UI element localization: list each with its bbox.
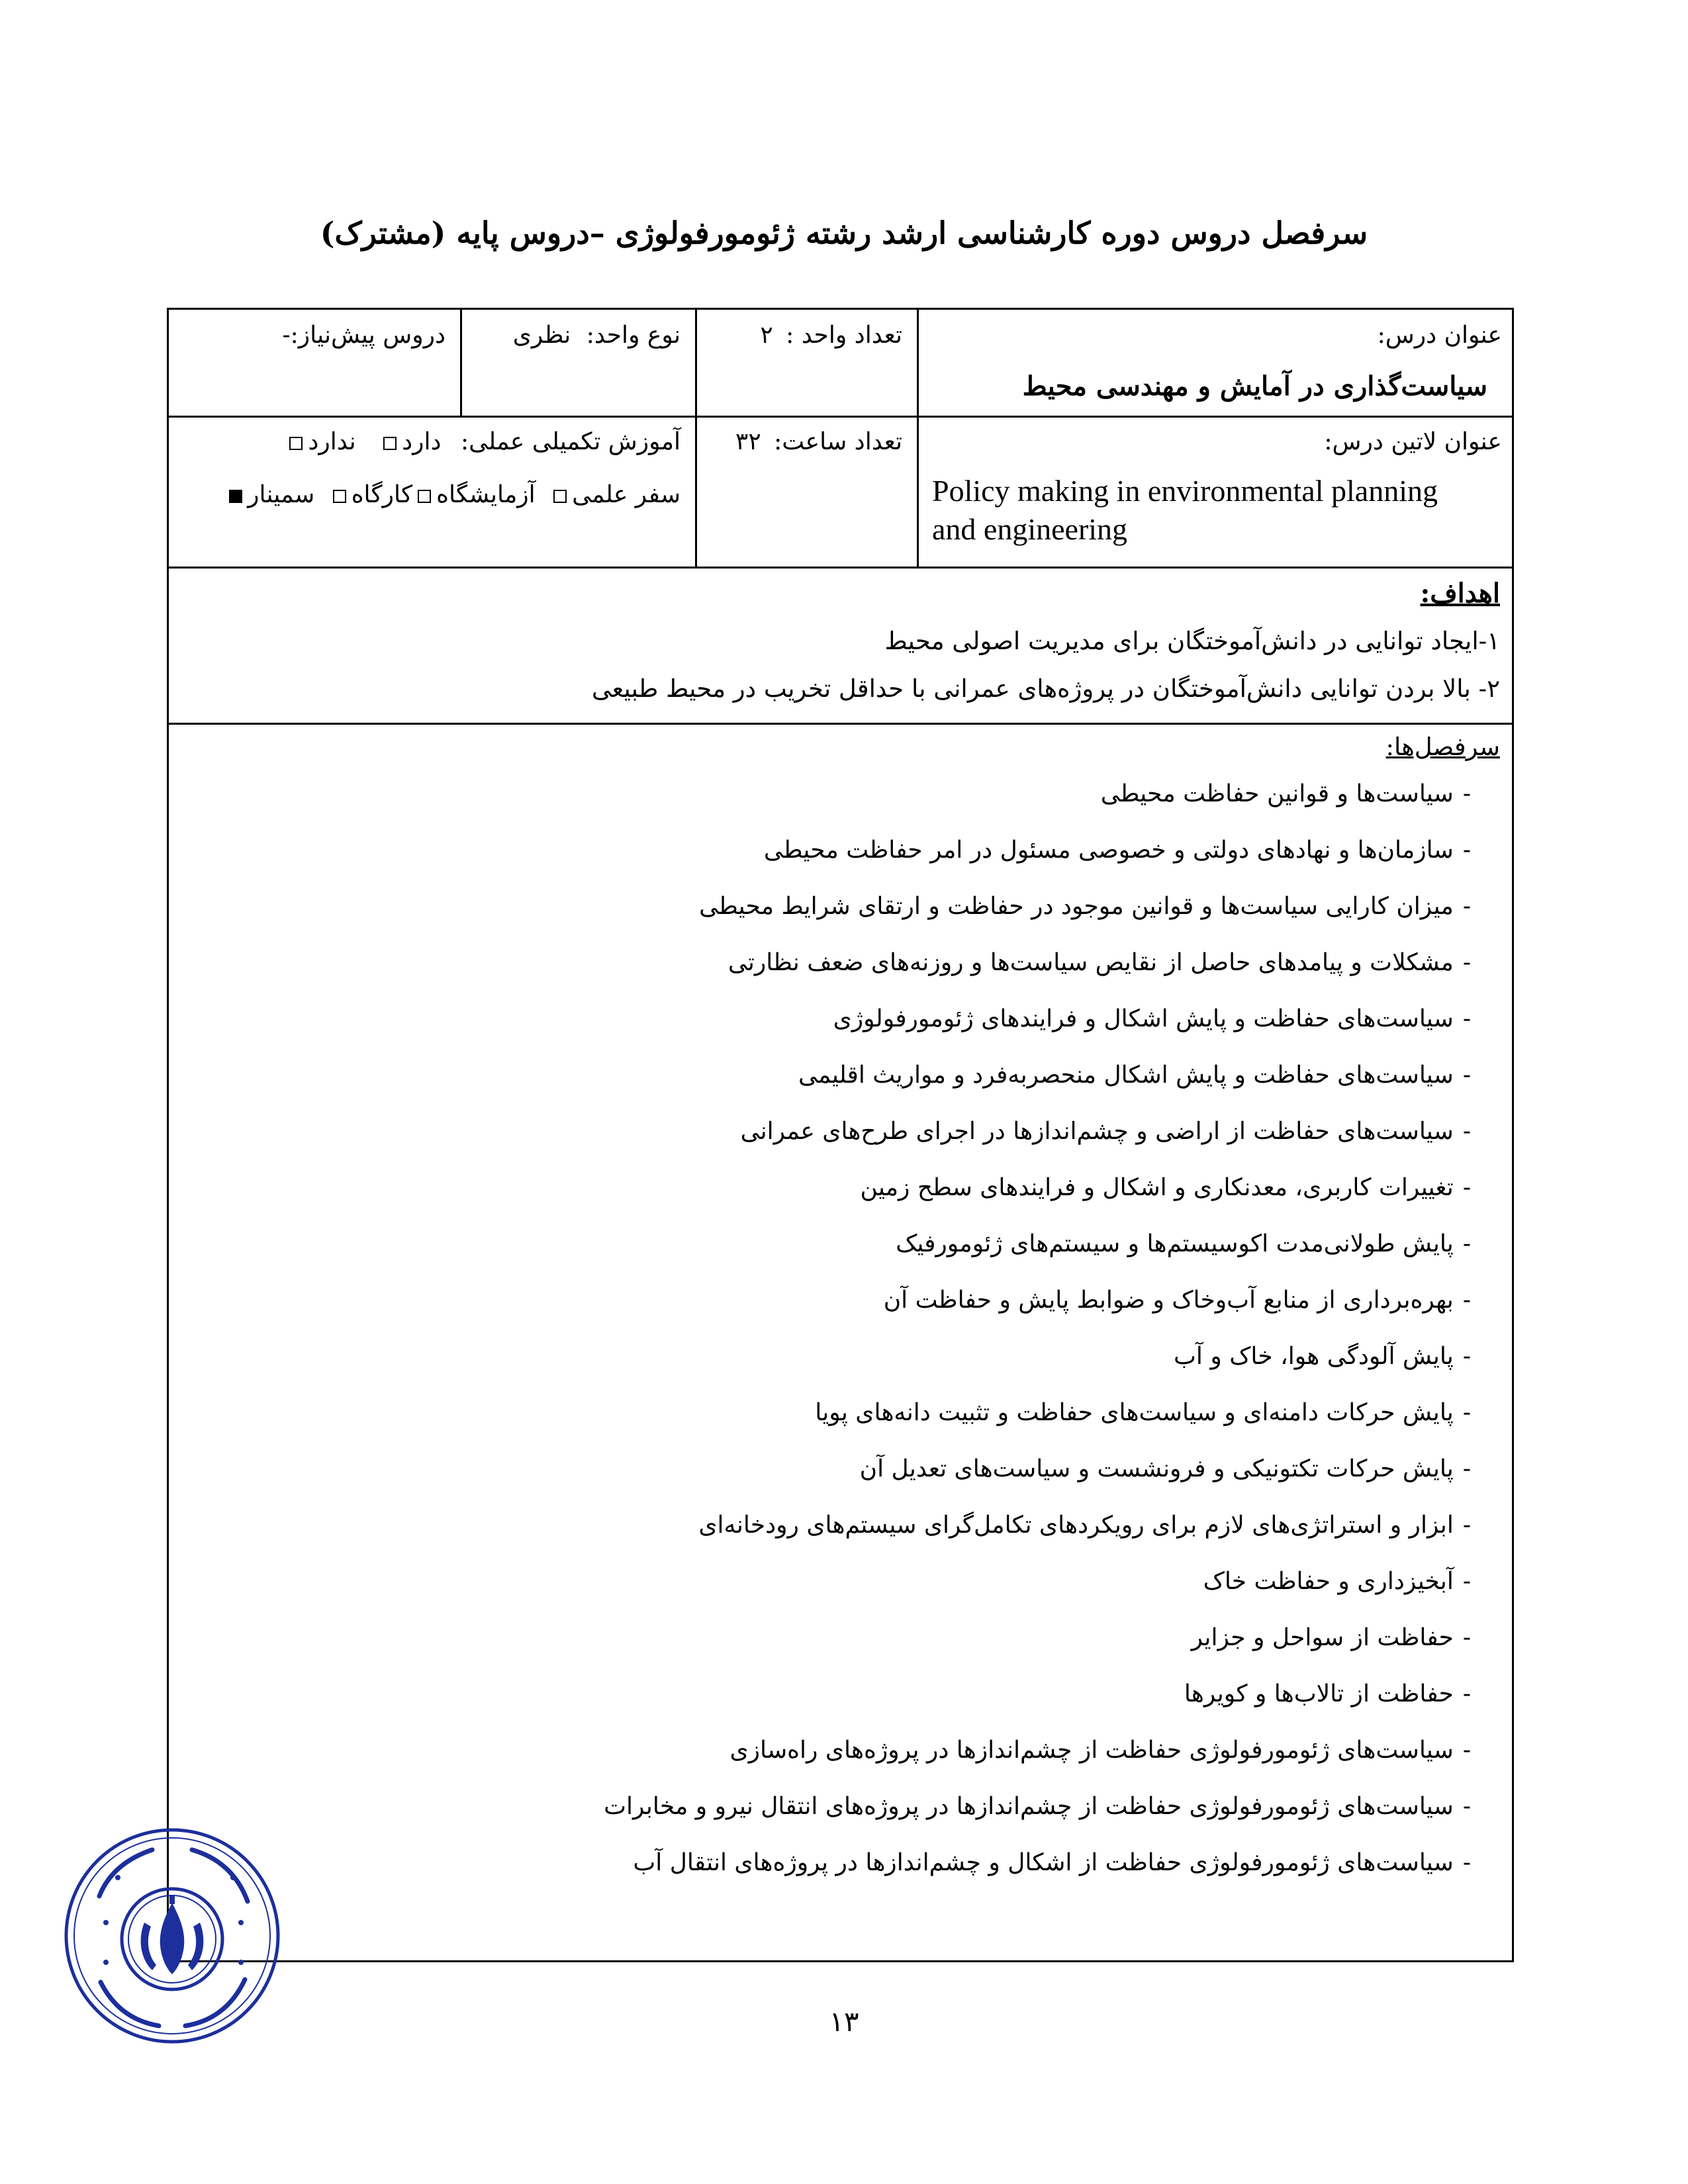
- topic-item: -سیاست‌های ژئومورفولوژی حفاظت از چشم‌اندازها در پروژه‌های انتقال نیرو و مخابرات: [604, 1793, 1471, 1820]
- lab-option-label: آزمایشگاه: [436, 481, 536, 508]
- workshop-checkbox[interactable]: [333, 490, 346, 503]
- course-syllabus-table: [167, 308, 1514, 1962]
- unit-type-value: نظری: [512, 322, 571, 349]
- units-value: ۲: [760, 322, 773, 349]
- topic-item: -سیاست‌ها و قوانین حفاظت محیطی: [1100, 780, 1471, 807]
- goal-item: ۲- بالا بردن توانایی دانش‌آموختگان در پروژه‌های عمرانی با حداقل تخریب در محیط طبیعی: [591, 674, 1500, 703]
- topic-item: -سیاست‌های حفاظت و پایش اشکال و فرایندهای ژئومورفولوژی: [833, 1005, 1471, 1032]
- page-title: سرفصل دروس دوره کارشناسی ارشد رشته ژئومورفولوژی –دروس پایه (مشترک): [320, 215, 1368, 251]
- topic-item: -ابزار و استراتژی‌های لازم برای رویکردهای تکامل‌گرای سیستم‌های رودخانه‌ای: [698, 1512, 1471, 1539]
- goals-heading: اهداف:: [1420, 578, 1500, 609]
- topic-item: -پایش آلودگی هوا، خاک و آب: [1174, 1343, 1471, 1370]
- course-title-cell: [919, 310, 1514, 416]
- course-title-value: سیاست‌گذاری در آمایش و مهندسی محیط: [1022, 371, 1487, 402]
- trip-option-label: سفر علمی: [572, 481, 680, 508]
- hours-value: ۳۲: [735, 428, 761, 455]
- topic-item: -حفاظت از سواحل و جزایر: [1191, 1624, 1471, 1651]
- page-number: ۱۳: [829, 2005, 859, 2038]
- prerequisite-cell: [169, 310, 460, 416]
- has-option-label: دارد: [402, 428, 442, 455]
- workshop-option-label: کارگاه: [351, 481, 413, 508]
- latin-title-line-1: Policy making in environmental planning: [932, 474, 1438, 508]
- topics-heading: سرفصل‌ها:: [1385, 733, 1500, 761]
- course-title-label: عنوان درس:: [1377, 322, 1502, 349]
- has-checkbox[interactable]: [383, 437, 397, 450]
- trip-checkbox[interactable]: [553, 490, 567, 503]
- hasnot-checkbox[interactable]: [289, 437, 303, 450]
- prerequisite-value: -: [282, 322, 291, 349]
- units-label: تعداد واحد :: [786, 322, 902, 349]
- topic-item: -تغییرات کاربری، معدنکاری و اشکال و فرایندهای سطح زمین: [860, 1174, 1471, 1201]
- topic-item: -سیاست‌های ژئومورفولوژی حفاظت از چشم‌اندازها در پروژه‌های راه‌سازی: [729, 1737, 1471, 1764]
- latin-title-label: عنوان لاتین درس:: [1324, 428, 1502, 455]
- topic-item: -سازمان‌ها و نهادهای دولتی و خصوصی مسئول در امر حفاظت محیطی: [763, 837, 1471, 864]
- topic-item: -آبخیزداری و حفاظت خاک: [1203, 1568, 1471, 1595]
- practical-label: آموزش تکمیلی عملی:: [461, 428, 680, 455]
- units-cell: [697, 310, 917, 416]
- topic-item: -پایش حرکات دامنه‌ای و سیاست‌های حفاظت و تثبیت دانه‌های پویا: [815, 1399, 1471, 1426]
- course-header-row: [169, 310, 1512, 416]
- topic-item: -سیاست‌های ژئومورفولوژی حفاظت از اشکال و چشم‌اندازها در پروژه‌های انتقال آب: [633, 1849, 1471, 1876]
- hasnot-option-label: ندارد: [308, 428, 356, 455]
- topic-item: -مشکلات و پیامدهای حاصل از نقایص سیاست‌ها و روزنه‌های ضعف نظارتی: [727, 949, 1471, 976]
- seminar-checkbox[interactable]: [229, 490, 242, 503]
- topic-item: -پایش حرکات تکتونیکی و فرونشست و سیاست‌های تعدیل آن: [859, 1455, 1471, 1482]
- lab-checkbox[interactable]: [418, 490, 431, 503]
- course-details-row: [169, 418, 1512, 567]
- topic-item: -سیاست‌های حفاظت و پایش اشکال منحصربه‌فرد و مواریث اقلیمی: [798, 1062, 1471, 1089]
- unit-type-cell: [462, 310, 695, 416]
- goals-section: [169, 569, 1512, 723]
- latin-title-cell: [919, 418, 1514, 567]
- goal-item: ۱-ایجاد توانایی در دانش‌آموختگان برای مدیریت اصولی محیط: [884, 627, 1500, 655]
- latin-title-line-2: and engineering: [932, 512, 1128, 546]
- topic-item: -بهره‌برداری از منابع آب‌وخاک و ضوابط پایش و حفاظت آن: [883, 1287, 1471, 1314]
- hours-label: تعداد ساعت:: [774, 428, 902, 455]
- topic-item: -سیاست‌های حفاظت از اراضی و چشم‌اندازها در اجرای طرح‌های عمرانی: [740, 1118, 1471, 1145]
- topic-item: -حفاظت از تالاب‌ها و کویرها: [1184, 1680, 1471, 1707]
- topic-item: -پایش طولانی‌مدت اکوسیستم‌ها و سیستم‌های ژئومورفیک: [896, 1230, 1471, 1257]
- practical-training-cell: [169, 418, 695, 567]
- topics-section: [169, 725, 1512, 1962]
- unit-type-label: نوع واحد:: [586, 322, 680, 349]
- prerequisite-label: دروس پیش‌نیاز:: [290, 322, 445, 349]
- hours-cell: [697, 418, 917, 567]
- seminar-option-label: سمینار: [248, 481, 315, 508]
- topic-item: -میزان کارایی سیاست‌ها و قوانین موجود در حفاظت و ارتقای شرایط محیطی: [699, 893, 1471, 920]
